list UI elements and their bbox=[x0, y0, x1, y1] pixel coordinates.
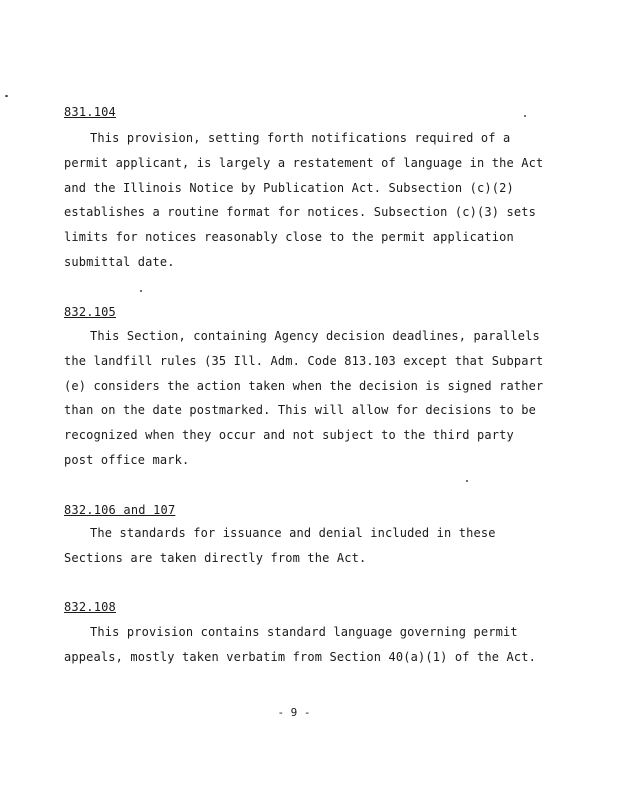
paragraph-line: (e) considers the action taken when the decision is signed rather bbox=[64, 378, 544, 393]
paragraph-line: than on the date postmarked. This will allow for decisions to be bbox=[64, 403, 536, 418]
paragraph-line: This provision contains standard language governing permit bbox=[90, 625, 518, 639]
paragraph-line: Sections are taken directly from the Act. bbox=[64, 550, 367, 565]
section-heading-832-106-107: 832.106 and 107 bbox=[64, 503, 176, 517]
paragraph-line: appeals, mostly taken verbatim from Section 40(a)(1) of the Act. bbox=[64, 649, 536, 664]
paragraph-line: This Section, containing Agency decision deadlines, parallels bbox=[90, 329, 540, 343]
paragraph-line: and the Illinois Notice by Publication Act. Subsection (c)(2) bbox=[64, 180, 514, 195]
paragraph-line: This provision, setting forth notifications required of a bbox=[90, 131, 511, 145]
paragraph-line: limits for notices reasonably close to the permit application bbox=[64, 230, 514, 245]
paragraph-line: The standards for issuance and denial included in these bbox=[90, 526, 496, 540]
paragraph-line: recognized when they occur and not subject to the third party bbox=[64, 428, 514, 443]
section-paragraph-832-108 bbox=[64, 620, 564, 670]
scan-speck bbox=[524, 115, 526, 117]
section-heading-831-104: 831.104 bbox=[64, 105, 116, 119]
page-number: - 9 - bbox=[277, 706, 311, 719]
section-heading-832-105: 832.105 bbox=[64, 305, 116, 319]
paragraph-line: the landfill rules (35 Ill. Adm. Code 813.103 except that Subpart bbox=[64, 353, 544, 368]
section-paragraph-831-104 bbox=[64, 126, 564, 275]
section-heading-832-108: 832.108 bbox=[64, 600, 116, 614]
scan-speck bbox=[466, 480, 468, 482]
paragraph-line: permit applicant, is largely a restatement of language in the Act bbox=[64, 155, 544, 170]
section-paragraph-832-105 bbox=[64, 324, 564, 473]
paragraph-line: post office mark. bbox=[64, 452, 190, 467]
scan-speck bbox=[140, 290, 142, 292]
paragraph-line: establishes a routine format for notices. Subsection (c)(3) sets bbox=[64, 205, 536, 220]
section-paragraph-832-106-107 bbox=[64, 521, 564, 571]
paragraph-line: submittal date. bbox=[64, 254, 175, 269]
scan-speck bbox=[5, 95, 8, 97]
